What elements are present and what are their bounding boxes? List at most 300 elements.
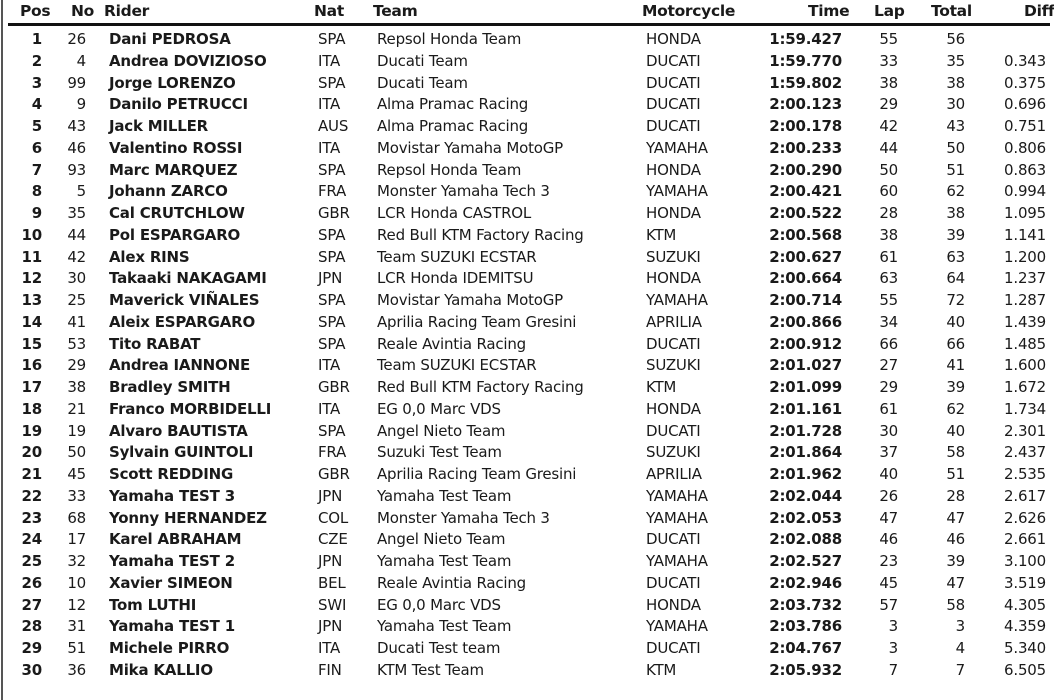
cell-diff: 1.287 <box>1004 291 1046 309</box>
table-row <box>0 268 1050 290</box>
header-diff: Diff <box>1024 2 1054 20</box>
cell-number: 19 <box>67 421 86 440</box>
cell-rider: Michele PIRRO <box>109 639 230 657</box>
cell-pos: 27 <box>21 595 42 614</box>
cell-time: 2:01.027 <box>769 356 842 375</box>
cell-time: 2:00.866 <box>769 312 842 331</box>
cell-nationality: FRA <box>318 443 347 462</box>
cell-nationality: ITA <box>318 51 341 70</box>
cell-motorcycle: KTM <box>646 378 677 396</box>
cell-motorcycle: YAMAHA <box>646 552 708 570</box>
cell-diff: 1.672 <box>1004 378 1046 396</box>
cell-nationality: JPN <box>318 617 343 636</box>
cell-team: EG 0,0 Marc VDS <box>377 595 501 614</box>
cell-lap: 61 <box>879 399 898 418</box>
header-total: Total <box>931 2 972 20</box>
cell-diff: 2.437 <box>1004 443 1046 462</box>
cell-lap: 37 <box>879 443 898 462</box>
cell-lap: 27 <box>879 356 898 375</box>
cell-rider: Maverick VIÑALES <box>109 291 260 309</box>
cell-number: 17 <box>67 530 86 549</box>
cell-lap: 38 <box>879 73 898 92</box>
cell-diff: 1.200 <box>1004 247 1046 266</box>
cell-time: 2:02.088 <box>769 530 842 549</box>
cell-time: 1:59.770 <box>769 51 842 70</box>
cell-pos: 26 <box>21 573 42 592</box>
cell-number: 42 <box>67 247 86 266</box>
cell-team: Aprilia Racing Team Gresini <box>377 312 577 331</box>
cell-time: 2:02.044 <box>769 486 842 505</box>
cell-rider: Johann ZARCO <box>109 182 228 201</box>
table-row <box>0 638 1050 660</box>
cell-number: 35 <box>67 204 86 222</box>
table-row <box>0 225 1050 247</box>
cell-team: Team SUZUKI ECSTAR <box>377 247 537 266</box>
cell-nationality: SPA <box>318 73 346 92</box>
header-time: Time <box>808 2 850 20</box>
table-row <box>0 247 1050 269</box>
cell-motorcycle: DUCATI <box>646 573 701 592</box>
cell-total: 39 <box>946 225 965 244</box>
cell-motorcycle: DUCATI <box>646 95 701 114</box>
cell-team: Red Bull KTM Factory Racing <box>377 225 584 244</box>
cell-motorcycle: YAMAHA <box>646 291 708 309</box>
cell-team: Team SUZUKI ECSTAR <box>377 356 537 375</box>
cell-diff: 6.505 <box>1004 660 1046 679</box>
cell-nationality: CZE <box>318 530 348 549</box>
cell-diff: 0.751 <box>1004 117 1046 135</box>
cell-motorcycle: HONDA <box>646 30 701 48</box>
cell-pos: 15 <box>21 334 42 353</box>
cell-rider: Marc MARQUEZ <box>109 160 238 179</box>
table-row <box>0 334 1050 356</box>
cell-nationality: SPA <box>318 225 346 244</box>
cell-motorcycle: KTM <box>646 225 677 244</box>
cell-pos: 20 <box>21 443 42 462</box>
cell-team: Ducati Team <box>377 73 468 92</box>
cell-total: 41 <box>946 356 965 375</box>
cell-nationality: ITA <box>318 356 341 375</box>
cell-pos: 3 <box>31 73 42 92</box>
cell-pos: 9 <box>31 204 42 222</box>
cell-total: 46 <box>946 530 965 549</box>
cell-total: 38 <box>946 204 965 222</box>
cell-diff: 5.340 <box>1004 639 1046 657</box>
cell-total: 72 <box>946 291 965 309</box>
header-no: No <box>71 2 95 20</box>
cell-motorcycle: DUCATI <box>646 51 701 70</box>
cell-number: 30 <box>67 269 86 288</box>
cell-rider: Takaaki NAKAGAMI <box>109 269 267 288</box>
table-row <box>0 73 1050 95</box>
cell-time: 2:00.123 <box>769 95 842 114</box>
cell-rider: Bradley SMITH <box>109 378 231 396</box>
cell-lap: 30 <box>879 421 898 440</box>
cell-number: 10 <box>67 573 86 592</box>
cell-team: Monster Yamaha Tech 3 <box>377 182 550 201</box>
cell-nationality: SWI <box>318 595 347 614</box>
cell-team: Ducati Team <box>377 51 468 70</box>
cell-diff: 0.863 <box>1004 160 1046 179</box>
cell-time: 2:00.568 <box>769 225 842 244</box>
cell-diff: 1.485 <box>1004 334 1046 353</box>
cell-rider: Tom LUTHI <box>109 595 197 614</box>
table-row <box>0 160 1050 182</box>
cell-time: 2:00.627 <box>769 247 842 266</box>
cell-nationality: BEL <box>318 573 346 592</box>
cell-motorcycle: KTM <box>646 660 677 679</box>
cell-nationality: JPN <box>318 552 343 570</box>
cell-rider: Aleix ESPARGARO <box>109 312 256 331</box>
cell-number: 41 <box>67 312 86 331</box>
cell-number: 4 <box>76 51 86 70</box>
cell-time: 2:01.161 <box>769 399 842 418</box>
cell-diff: 0.994 <box>1004 182 1046 201</box>
cell-total: 47 <box>946 573 965 592</box>
cell-total: 58 <box>946 595 965 614</box>
table-row <box>0 116 1050 138</box>
cell-team: Suzuki Test Team <box>377 443 502 462</box>
header-team: Team <box>373 2 418 20</box>
cell-motorcycle: YAMAHA <box>646 486 708 505</box>
cell-number: 93 <box>67 160 86 179</box>
cell-motorcycle: DUCATI <box>646 73 701 92</box>
cell-motorcycle: SUZUKI <box>646 247 701 266</box>
cell-time: 1:59.427 <box>769 30 842 48</box>
cell-team: Aprilia Racing Team Gresini <box>377 465 577 483</box>
cell-team: Repsol Honda Team <box>377 30 522 48</box>
cell-diff: 0.696 <box>1004 95 1046 114</box>
cell-pos: 19 <box>21 421 42 440</box>
cell-pos: 17 <box>21 378 42 396</box>
cell-nationality: FRA <box>318 182 347 201</box>
cell-total: 40 <box>946 312 965 331</box>
cell-time: 2:01.864 <box>769 443 842 462</box>
cell-rider: Sylvain GUINTOLI <box>109 443 254 462</box>
cell-lap: 38 <box>879 225 898 244</box>
cell-number: 53 <box>67 334 86 353</box>
cell-total: 38 <box>946 73 965 92</box>
cell-lap: 55 <box>879 291 898 309</box>
cell-motorcycle: DUCATI <box>646 334 701 353</box>
cell-team: Monster Yamaha Tech 3 <box>377 508 550 527</box>
table-row <box>0 464 1050 486</box>
cell-pos: 18 <box>21 399 42 418</box>
cell-lap: 40 <box>879 465 898 483</box>
header-nat: Nat <box>314 2 344 20</box>
cell-number: 68 <box>67 508 86 527</box>
cell-pos: 14 <box>21 312 42 331</box>
cell-nationality: FIN <box>318 660 342 679</box>
cell-time: 2:01.728 <box>769 421 842 440</box>
cell-number: 38 <box>67 378 86 396</box>
cell-diff: 1.095 <box>1004 204 1046 222</box>
cell-pos: 8 <box>31 182 42 201</box>
cell-motorcycle: YAMAHA <box>646 617 708 636</box>
cell-total: 66 <box>946 334 965 353</box>
cell-team: Movistar Yamaha MotoGP <box>377 291 563 309</box>
cell-time: 2:00.714 <box>769 291 842 309</box>
cell-diff: 4.359 <box>1004 617 1046 636</box>
cell-team: Reale Avintia Racing <box>377 334 527 353</box>
cell-lap: 45 <box>879 573 898 592</box>
cell-rider: Franco MORBIDELLI <box>109 399 272 418</box>
cell-rider: Pol ESPARGARO <box>109 225 241 244</box>
cell-team: Red Bull KTM Factory Racing <box>377 378 584 396</box>
cell-diff: 1.600 <box>1004 356 1046 375</box>
cell-number: 32 <box>67 552 86 570</box>
cell-pos: 21 <box>21 465 42 483</box>
cell-rider: Karel ABRAHAM <box>109 530 242 549</box>
cell-lap: 23 <box>879 552 898 570</box>
table-row <box>0 29 1050 51</box>
cell-pos: 2 <box>31 51 42 70</box>
cell-nationality: COL <box>318 508 349 527</box>
cell-lap: 34 <box>879 312 898 331</box>
cell-total: 7 <box>955 660 965 679</box>
cell-lap: 44 <box>879 138 898 157</box>
cell-pos: 10 <box>21 225 42 244</box>
cell-total: 39 <box>946 552 965 570</box>
cell-diff: 2.301 <box>1004 421 1046 440</box>
cell-rider: Valentino ROSSI <box>109 138 243 157</box>
cell-rider: Yamaha TEST 1 <box>109 617 235 636</box>
cell-team: LCR Honda IDEMITSU <box>377 269 534 288</box>
cell-pos: 13 <box>21 291 42 309</box>
cell-time: 2:01.099 <box>769 378 842 396</box>
cell-lap: 29 <box>879 95 898 114</box>
cell-rider: Dani PEDROSA <box>109 30 231 48</box>
cell-number: 44 <box>67 225 86 244</box>
cell-lap: 61 <box>879 247 898 266</box>
cell-rider: Andrea DOVIZIOSO <box>109 51 267 70</box>
cell-number: 36 <box>67 660 86 679</box>
cell-team: Yamaha Test Team <box>377 552 512 570</box>
cell-diff: 1.237 <box>1004 269 1046 288</box>
cell-nationality: SPA <box>318 30 346 48</box>
cell-motorcycle: HONDA <box>646 160 701 179</box>
cell-motorcycle: HONDA <box>646 204 701 222</box>
cell-total: 50 <box>946 138 965 157</box>
table-row <box>0 312 1050 334</box>
table-row <box>0 399 1050 421</box>
cell-nationality: SPA <box>318 247 346 266</box>
table-row <box>0 355 1050 377</box>
cell-number: 5 <box>76 182 86 201</box>
cell-time: 2:00.912 <box>769 334 842 353</box>
table-row <box>0 442 1050 464</box>
cell-number: 45 <box>67 465 86 483</box>
cell-rider: Xavier SIMEON <box>109 573 233 592</box>
cell-pos: 16 <box>21 356 42 375</box>
table-row <box>0 616 1050 638</box>
cell-rider: Scott REDDING <box>109 465 234 483</box>
cell-pos: 12 <box>21 269 42 288</box>
table-row <box>0 660 1050 682</box>
cell-lap: 57 <box>879 595 898 614</box>
cell-diff: 1.439 <box>1004 312 1046 331</box>
cell-total: 4 <box>955 639 965 657</box>
cell-lap: 42 <box>879 117 898 135</box>
cell-motorcycle: DUCATI <box>646 421 701 440</box>
cell-motorcycle: DUCATI <box>646 530 701 549</box>
table-row <box>0 51 1050 73</box>
cell-nationality: ITA <box>318 138 341 157</box>
cell-diff: 2.535 <box>1004 465 1046 483</box>
cell-number: 43 <box>67 117 86 135</box>
cell-number: 51 <box>67 639 86 657</box>
cell-nationality: SPA <box>318 421 346 440</box>
cell-nationality: SPA <box>318 291 346 309</box>
cell-number: 26 <box>67 30 86 48</box>
cell-number: 31 <box>67 617 86 636</box>
cell-rider: Mika KALLIO <box>109 660 213 679</box>
cell-team: Yamaha Test Team <box>377 486 512 505</box>
cell-pos: 29 <box>21 639 42 657</box>
cell-number: 21 <box>67 399 86 418</box>
cell-motorcycle: APRILIA <box>646 312 702 331</box>
cell-motorcycle: YAMAHA <box>646 138 708 157</box>
cell-team: KTM Test Team <box>377 660 484 679</box>
cell-lap: 66 <box>879 334 898 353</box>
cell-nationality: JPN <box>318 269 343 288</box>
cell-diff: 2.661 <box>1004 530 1046 549</box>
cell-total: 51 <box>946 465 965 483</box>
cell-diff: 4.305 <box>1004 595 1046 614</box>
table-row <box>0 94 1050 116</box>
cell-team: LCR Honda CASTROL <box>377 204 532 222</box>
cell-total: 58 <box>946 443 965 462</box>
cell-diff: 2.617 <box>1004 486 1046 505</box>
cell-team: Alma Pramac Racing <box>377 117 529 135</box>
cell-team: Ducati Test team <box>377 639 501 657</box>
cell-number: 9 <box>76 95 86 114</box>
cell-total: 39 <box>946 378 965 396</box>
cell-time: 2:00.290 <box>769 160 842 179</box>
table-row <box>0 508 1050 530</box>
cell-rider: Yonny HERNANDEZ <box>109 508 267 527</box>
cell-nationality: AUS <box>318 117 349 135</box>
header-lap: Lap <box>874 2 905 20</box>
cell-lap: 33 <box>879 51 898 70</box>
cell-lap: 60 <box>879 182 898 201</box>
cell-motorcycle: YAMAHA <box>646 508 708 527</box>
cell-team: Movistar Yamaha MotoGP <box>377 138 563 157</box>
cell-pos: 6 <box>31 138 42 157</box>
cell-team: EG 0,0 Marc VDS <box>377 399 501 418</box>
cell-motorcycle: APRILIA <box>646 465 702 483</box>
cell-rider: Alvaro BAUTISTA <box>109 421 248 440</box>
cell-motorcycle: SUZUKI <box>646 356 701 375</box>
cell-time: 2:00.522 <box>769 204 842 222</box>
table-row <box>0 529 1050 551</box>
cell-rider: Jorge LORENZO <box>109 73 236 92</box>
cell-time: 2:00.664 <box>769 269 842 288</box>
cell-total: 40 <box>946 421 965 440</box>
cell-diff: 0.375 <box>1004 73 1046 92</box>
cell-pos: 1 <box>31 30 42 48</box>
cell-total: 51 <box>946 160 965 179</box>
cell-pos: 22 <box>21 486 42 505</box>
cell-motorcycle: HONDA <box>646 595 701 614</box>
cell-time: 2:02.946 <box>769 573 842 592</box>
cell-nationality: SPA <box>318 312 346 331</box>
cell-lap: 46 <box>879 530 898 549</box>
cell-lap: 47 <box>879 508 898 527</box>
cell-time: 1:59.802 <box>769 73 842 92</box>
cell-team: Angel Nieto Team <box>377 530 506 549</box>
cell-pos: 23 <box>21 508 42 527</box>
cell-diff: 1.734 <box>1004 399 1046 418</box>
cell-total: 63 <box>946 247 965 266</box>
cell-pos: 24 <box>21 530 42 549</box>
cell-pos: 11 <box>21 247 42 266</box>
header-rider: Rider <box>104 2 150 20</box>
cell-number: 99 <box>67 73 86 92</box>
cell-total: 64 <box>946 269 965 288</box>
table-row <box>0 551 1050 573</box>
cell-lap: 63 <box>879 269 898 288</box>
cell-number: 46 <box>67 138 86 157</box>
cell-time: 2:00.233 <box>769 138 842 157</box>
cell-rider: Yamaha TEST 3 <box>109 486 235 505</box>
cell-time: 2:00.178 <box>769 117 842 135</box>
cell-total: 62 <box>946 399 965 418</box>
table-row <box>0 573 1050 595</box>
cell-nationality: SPA <box>318 334 346 353</box>
table-header <box>8 0 1054 26</box>
cell-time: 2:00.421 <box>769 182 842 201</box>
cell-time: 2:04.767 <box>769 639 842 657</box>
cell-total: 56 <box>946 30 965 48</box>
cell-motorcycle: SUZUKI <box>646 443 701 462</box>
table-row <box>0 595 1050 617</box>
table-row <box>0 203 1050 225</box>
cell-lap: 28 <box>879 204 898 222</box>
cell-motorcycle: DUCATI <box>646 639 701 657</box>
cell-lap: 7 <box>888 660 898 679</box>
table-row <box>0 138 1050 160</box>
cell-nationality: ITA <box>318 95 341 114</box>
cell-rider: Tito RABAT <box>109 334 201 353</box>
cell-number: 50 <box>67 443 86 462</box>
cell-team: Angel Nieto Team <box>377 421 506 440</box>
cell-diff: 1.141 <box>1004 225 1046 244</box>
cell-number: 29 <box>67 356 86 375</box>
cell-number: 33 <box>67 486 86 505</box>
cell-total: 43 <box>946 117 965 135</box>
cell-diff: 2.626 <box>1004 508 1046 527</box>
cell-total: 28 <box>946 486 965 505</box>
cell-team: Reale Avintia Racing <box>377 573 527 592</box>
cell-total: 30 <box>946 95 965 114</box>
cell-pos: 7 <box>31 160 42 179</box>
cell-diff: 3.100 <box>1004 552 1046 570</box>
table-body <box>0 26 1050 682</box>
cell-lap: 3 <box>888 639 898 657</box>
cell-rider: Alex RINS <box>109 247 190 266</box>
cell-nationality: GBR <box>318 204 350 222</box>
cell-diff: 0.806 <box>1004 138 1046 157</box>
cell-nationality: ITA <box>318 639 341 657</box>
cell-nationality: ITA <box>318 399 341 418</box>
cell-lap: 29 <box>879 378 898 396</box>
cell-rider: Cal CRUTCHLOW <box>109 204 245 222</box>
cell-team: Alma Pramac Racing <box>377 95 529 114</box>
cell-nationality: SPA <box>318 160 346 179</box>
cell-time: 2:01.962 <box>769 465 842 483</box>
cell-lap: 26 <box>879 486 898 505</box>
